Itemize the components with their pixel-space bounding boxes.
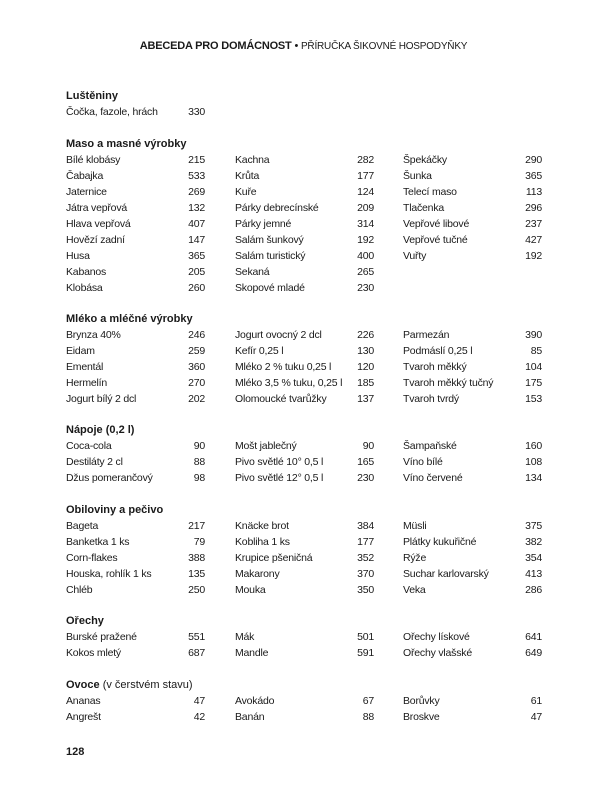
table-row [235, 582, 374, 598]
calorie-value: 533 [188, 170, 205, 182]
table-row [403, 327, 542, 343]
table-column [403, 629, 542, 661]
calorie-value: 296 [525, 202, 542, 214]
table-row [235, 343, 374, 359]
food-name: Borůvky [403, 695, 440, 707]
table-column [403, 152, 542, 264]
calorie-value: 205 [188, 266, 205, 278]
calorie-value: 67 [362, 695, 374, 707]
food-name: Kuře [235, 186, 257, 198]
table-column [403, 693, 542, 725]
table-row [66, 200, 205, 216]
section-title [66, 311, 546, 327]
food-name: Pivo světlé 12° 0,5 l [235, 472, 324, 484]
food-name: Sekaná [235, 266, 270, 278]
table-row [66, 693, 205, 709]
calorie-value: 61 [530, 695, 542, 707]
table-column [66, 104, 205, 120]
calorie-value: 147 [188, 234, 205, 246]
table-row [403, 359, 542, 375]
calorie-value: 230 [357, 472, 374, 484]
food-name: Čabajka [66, 170, 104, 182]
table-row [403, 454, 542, 470]
table-section [66, 502, 546, 598]
table-row [403, 184, 542, 200]
food-name: Rýže [403, 552, 427, 564]
table-row [66, 343, 205, 359]
table-row [235, 534, 374, 550]
food-name: Tvaroh měkký [403, 361, 467, 373]
table-row [403, 248, 542, 264]
food-name: Banketka 1 ks [66, 536, 130, 548]
table-row [66, 470, 205, 486]
food-name: Párky jemné [235, 218, 292, 230]
calorie-value: 365 [188, 250, 205, 262]
table-row [403, 582, 542, 598]
calorie-value: 375 [525, 520, 542, 532]
calorie-value: 90 [193, 440, 205, 452]
table-column [66, 327, 205, 407]
calorie-value: 286 [525, 584, 542, 596]
calorie-value: 79 [193, 536, 205, 548]
table-row [66, 168, 205, 184]
table-row [66, 629, 205, 645]
section-title [66, 502, 546, 518]
food-name: Jogurt ovocný 2 dcl [235, 329, 322, 341]
calorie-value: 120 [357, 361, 374, 373]
food-name: Džus pomerančový [66, 472, 153, 484]
food-name: Hovězí zadní [66, 234, 125, 246]
food-name: Hermelín [66, 377, 107, 389]
table-row [403, 629, 542, 645]
food-name: Tvaroh měkký tučný [403, 377, 494, 389]
calorie-value: 124 [357, 186, 374, 198]
food-name: Coca-cola [66, 440, 112, 452]
calorie-value: 427 [525, 234, 542, 246]
calorie-value: 108 [525, 456, 542, 468]
table-row [403, 438, 542, 454]
calorie-value: 98 [193, 472, 205, 484]
food-name: Ananas [66, 695, 101, 707]
table-row [66, 232, 205, 248]
calorie-value: 47 [193, 695, 205, 707]
food-name: Destiláty 2 cl [66, 456, 123, 468]
section-columns [66, 327, 546, 407]
calorie-value: 177 [357, 536, 374, 548]
calorie-value: 132 [188, 202, 205, 214]
calorie-value: 185 [357, 377, 374, 389]
food-name: Houska, rohlík 1 ks [66, 568, 152, 580]
calorie-value: 269 [188, 186, 205, 198]
calorie-value: 290 [525, 154, 542, 166]
calorie-value: 259 [188, 345, 205, 357]
section-title-text: Ořechy [66, 615, 104, 627]
food-name: Vepřové tučné [403, 234, 468, 246]
table-section [66, 613, 546, 661]
calorie-value: 230 [357, 282, 374, 294]
table-row [235, 693, 374, 709]
table-row [66, 264, 205, 280]
calorie-value: 192 [525, 250, 542, 262]
table-column [66, 152, 205, 296]
table-row [66, 645, 205, 661]
table-column [66, 518, 205, 598]
table-column [403, 438, 542, 486]
calorie-value: 130 [357, 345, 374, 357]
food-name: Veka [403, 584, 426, 596]
food-name: Parmezán [403, 329, 450, 341]
calorie-value: 551 [188, 631, 205, 643]
food-name: Mléko 3,5 % tuku, 0,25 l [235, 377, 343, 389]
food-name: Víno bílé [403, 456, 443, 468]
table-row [403, 216, 542, 232]
food-name: Burské pražené [66, 631, 137, 643]
section-columns [66, 438, 546, 486]
table-row [66, 518, 205, 534]
food-name: Avokádo [235, 695, 275, 707]
calorie-value: 177 [357, 170, 374, 182]
food-name: Suchar karlovarský [403, 568, 489, 580]
table-row [403, 566, 542, 582]
calorie-value: 134 [525, 472, 542, 484]
calorie-value: 88 [193, 456, 205, 468]
calorie-value: 47 [530, 711, 542, 723]
food-name: Bílé klobásy [66, 154, 121, 166]
food-name: Šampaňské [403, 440, 457, 452]
calorie-value: 135 [188, 568, 205, 580]
food-name: Olomoucké tvarůžky [235, 393, 327, 405]
food-name: Pivo světlé 10° 0,5 l [235, 456, 324, 468]
food-name: Játra vepřová [66, 202, 128, 214]
calorie-value: 591 [357, 647, 374, 659]
calorie-value: 260 [188, 282, 205, 294]
table-section [66, 311, 546, 407]
food-name: Skopové mladé [235, 282, 305, 294]
food-name: Brynza 40% [66, 329, 121, 341]
table-row [235, 629, 374, 645]
calorie-value: 501 [357, 631, 374, 643]
food-name: Špekáčky [403, 154, 447, 166]
calorie-value: 192 [357, 234, 374, 246]
calorie-value: 282 [357, 154, 374, 166]
food-name: Corn-flakes [66, 552, 118, 564]
table-row [403, 343, 542, 359]
section-title-text: Mléko a mléčné výrobky [66, 313, 193, 325]
table-row [66, 566, 205, 582]
table-row [403, 645, 542, 661]
food-name: Salám šunkový [235, 234, 304, 246]
food-name: Müsli [403, 520, 427, 532]
running-header [0, 40, 607, 52]
calorie-value: 352 [357, 552, 374, 564]
section-title [66, 422, 546, 438]
food-name: Jaternice [66, 186, 107, 198]
table-row [235, 645, 374, 661]
table-row [235, 518, 374, 534]
food-name: Klobása [66, 282, 103, 294]
table-row [235, 264, 374, 280]
food-name: Kobliha 1 ks [235, 536, 290, 548]
table-section [66, 422, 546, 486]
table-row [66, 582, 205, 598]
table-row [235, 327, 374, 343]
table-column [403, 518, 542, 598]
calorie-value: 407 [188, 218, 205, 230]
table-row [403, 168, 542, 184]
food-name: Ořechy vlašské [403, 647, 472, 659]
section-columns [66, 518, 546, 598]
table-row [403, 375, 542, 391]
section-columns [66, 693, 546, 725]
food-name: Mouka [235, 584, 266, 596]
section-title [66, 136, 546, 152]
food-name: Kabanos [66, 266, 107, 278]
book-subtitle: PŘÍRUČKA ŠIKOVNÉ HOSPODYŇKY [300, 41, 468, 52]
calorie-value: 687 [188, 647, 205, 659]
calorie-value: 382 [525, 536, 542, 548]
table-row [66, 152, 205, 168]
table-row [403, 152, 542, 168]
calorie-value: 390 [525, 329, 542, 341]
table-row [66, 375, 205, 391]
calorie-value: 153 [525, 393, 542, 405]
section-title-text: Nápoje (0,2 l) [66, 424, 135, 436]
section-title [66, 677, 546, 693]
food-name: Vepřové libové [403, 218, 470, 230]
calorie-value: 413 [525, 568, 542, 580]
table-row [403, 391, 542, 407]
food-name: Mléko 2 % tuku 0,25 l [235, 361, 332, 373]
calorie-value: 202 [188, 393, 205, 405]
calorie-value: 370 [357, 568, 374, 580]
calorie-value: 85 [530, 345, 542, 357]
table-row [235, 152, 374, 168]
calorie-value: 270 [188, 377, 205, 389]
table-row [235, 375, 374, 391]
food-name: Kokos mletý [66, 647, 121, 659]
food-name: Salám turistický [235, 250, 306, 262]
table-row [235, 454, 374, 470]
table-row [403, 232, 542, 248]
calorie-value: 330 [188, 106, 205, 118]
calorie-value: 250 [188, 584, 205, 596]
table-row [403, 470, 542, 486]
section-title-text: Luštěniny [66, 90, 118, 102]
calorie-value: 113 [525, 186, 542, 198]
calorie-value: 641 [525, 631, 542, 643]
section-columns [66, 152, 546, 296]
table-row [235, 709, 374, 725]
section-title-text: Ovoce [66, 679, 100, 691]
food-name: Kachna [235, 154, 270, 166]
table-column [66, 693, 205, 725]
calorie-value: 175 [525, 377, 542, 389]
food-name: Chléb [66, 584, 93, 596]
food-name: Mošt jablečný [235, 440, 297, 452]
calorie-value: 137 [357, 393, 374, 405]
table-row [235, 280, 374, 296]
food-name: Čočka, fazole, hrách [66, 106, 158, 118]
table-row [235, 168, 374, 184]
table-column [66, 438, 205, 486]
table-section [66, 88, 546, 120]
table-row [66, 248, 205, 264]
section-columns [66, 104, 546, 120]
food-name: Bageta [66, 520, 99, 532]
food-name: Krůta [235, 170, 260, 182]
table-column [235, 693, 374, 725]
food-name: Eidam [66, 345, 95, 357]
food-name: Knäcke brot [235, 520, 289, 532]
section-columns [66, 629, 546, 661]
calorie-value: 90 [362, 440, 374, 452]
food-name: Víno červené [403, 472, 463, 484]
table-row [235, 438, 374, 454]
table-row [66, 359, 205, 375]
calorie-value: 160 [525, 440, 542, 452]
section-title-text: Obiloviny a pečivo [66, 504, 164, 516]
calorie-value: 104 [525, 361, 542, 373]
table-row [66, 438, 205, 454]
table-row [403, 200, 542, 216]
table-column [66, 629, 205, 661]
table-row [66, 391, 205, 407]
food-name: Krupice pšeničná [235, 552, 313, 564]
table-row [235, 470, 374, 486]
calorie-value: 388 [188, 552, 205, 564]
calorie-value: 350 [357, 584, 374, 596]
calorie-value: 215 [188, 154, 205, 166]
table-row [66, 280, 205, 296]
table-row [66, 216, 205, 232]
calorie-value: 265 [357, 266, 374, 278]
food-name: Kefír 0,25 l [235, 345, 284, 357]
food-name: Ementál [66, 361, 104, 373]
table-section [66, 136, 546, 296]
table-row [403, 709, 542, 725]
page-number: 128 [66, 746, 85, 758]
food-name: Jogurt bílý 2 dcl [66, 393, 137, 405]
food-name: Šunka [403, 170, 432, 182]
section-title [66, 88, 546, 104]
food-name: Tlačenka [403, 202, 445, 214]
calorie-value: 400 [357, 250, 374, 262]
book-title: ABECEDA PRO DOMÁCNOST [139, 40, 292, 52]
table-row [235, 216, 374, 232]
calorie-value: 360 [188, 361, 205, 373]
food-name: Vuřty [403, 250, 427, 262]
calorie-value: 237 [525, 218, 542, 230]
food-name: Párky debrecínské [235, 202, 319, 214]
calorie-value: 384 [357, 520, 374, 532]
food-name: Tvaroh tvrdý [403, 393, 459, 405]
calorie-value: 209 [357, 202, 374, 214]
section-title-text: Maso a masné výrobky [66, 138, 187, 150]
calorie-value: 246 [188, 329, 205, 341]
table-column [235, 629, 374, 661]
table-row [66, 327, 205, 343]
table-column [235, 518, 374, 598]
section-title [66, 613, 546, 629]
table-row [403, 550, 542, 566]
table-column [235, 152, 374, 296]
food-name: Husa [66, 250, 90, 262]
food-name: Ořechy lískové [403, 631, 470, 643]
food-name: Angrešt [66, 711, 101, 723]
table-row [235, 232, 374, 248]
table-row [235, 248, 374, 264]
food-name: Plátky kukuřičné [403, 536, 477, 548]
food-name: Mandle [235, 647, 269, 659]
section-title-note: (v čerstvém stavu) [102, 679, 193, 691]
table-row [235, 359, 374, 375]
food-name: Telecí maso [403, 186, 457, 198]
table-row [403, 534, 542, 550]
food-name: Podmáslí 0,25 l [403, 345, 473, 357]
table-row [66, 550, 205, 566]
table-row [235, 391, 374, 407]
food-name: Mák [235, 631, 255, 643]
table-column [403, 327, 542, 407]
calorie-value: 88 [362, 711, 374, 723]
food-name: Makarony [235, 568, 280, 580]
calorie-value: 165 [357, 456, 374, 468]
calorie-value: 649 [525, 647, 542, 659]
table-row [403, 518, 542, 534]
table-row [66, 534, 205, 550]
calorie-value: 354 [525, 552, 542, 564]
calorie-value: 217 [188, 520, 205, 532]
table-row [235, 184, 374, 200]
table-row [403, 693, 542, 709]
calorie-value: 42 [193, 711, 205, 723]
table-row [66, 454, 205, 470]
table-row [235, 550, 374, 566]
table-row [66, 184, 205, 200]
calorie-value: 226 [357, 329, 374, 341]
food-name: Hlava vepřová [66, 218, 131, 230]
table-row [235, 200, 374, 216]
table-row [66, 104, 205, 120]
food-name: Broskve [403, 711, 440, 723]
table-row [66, 709, 205, 725]
calorie-value: 314 [357, 218, 374, 230]
table-row [235, 566, 374, 582]
header-separator: • [294, 40, 299, 52]
table-section [66, 677, 546, 725]
food-name: Banán [235, 711, 265, 723]
calorie-value: 365 [525, 170, 542, 182]
table-column [235, 438, 374, 486]
table-column [235, 327, 374, 407]
